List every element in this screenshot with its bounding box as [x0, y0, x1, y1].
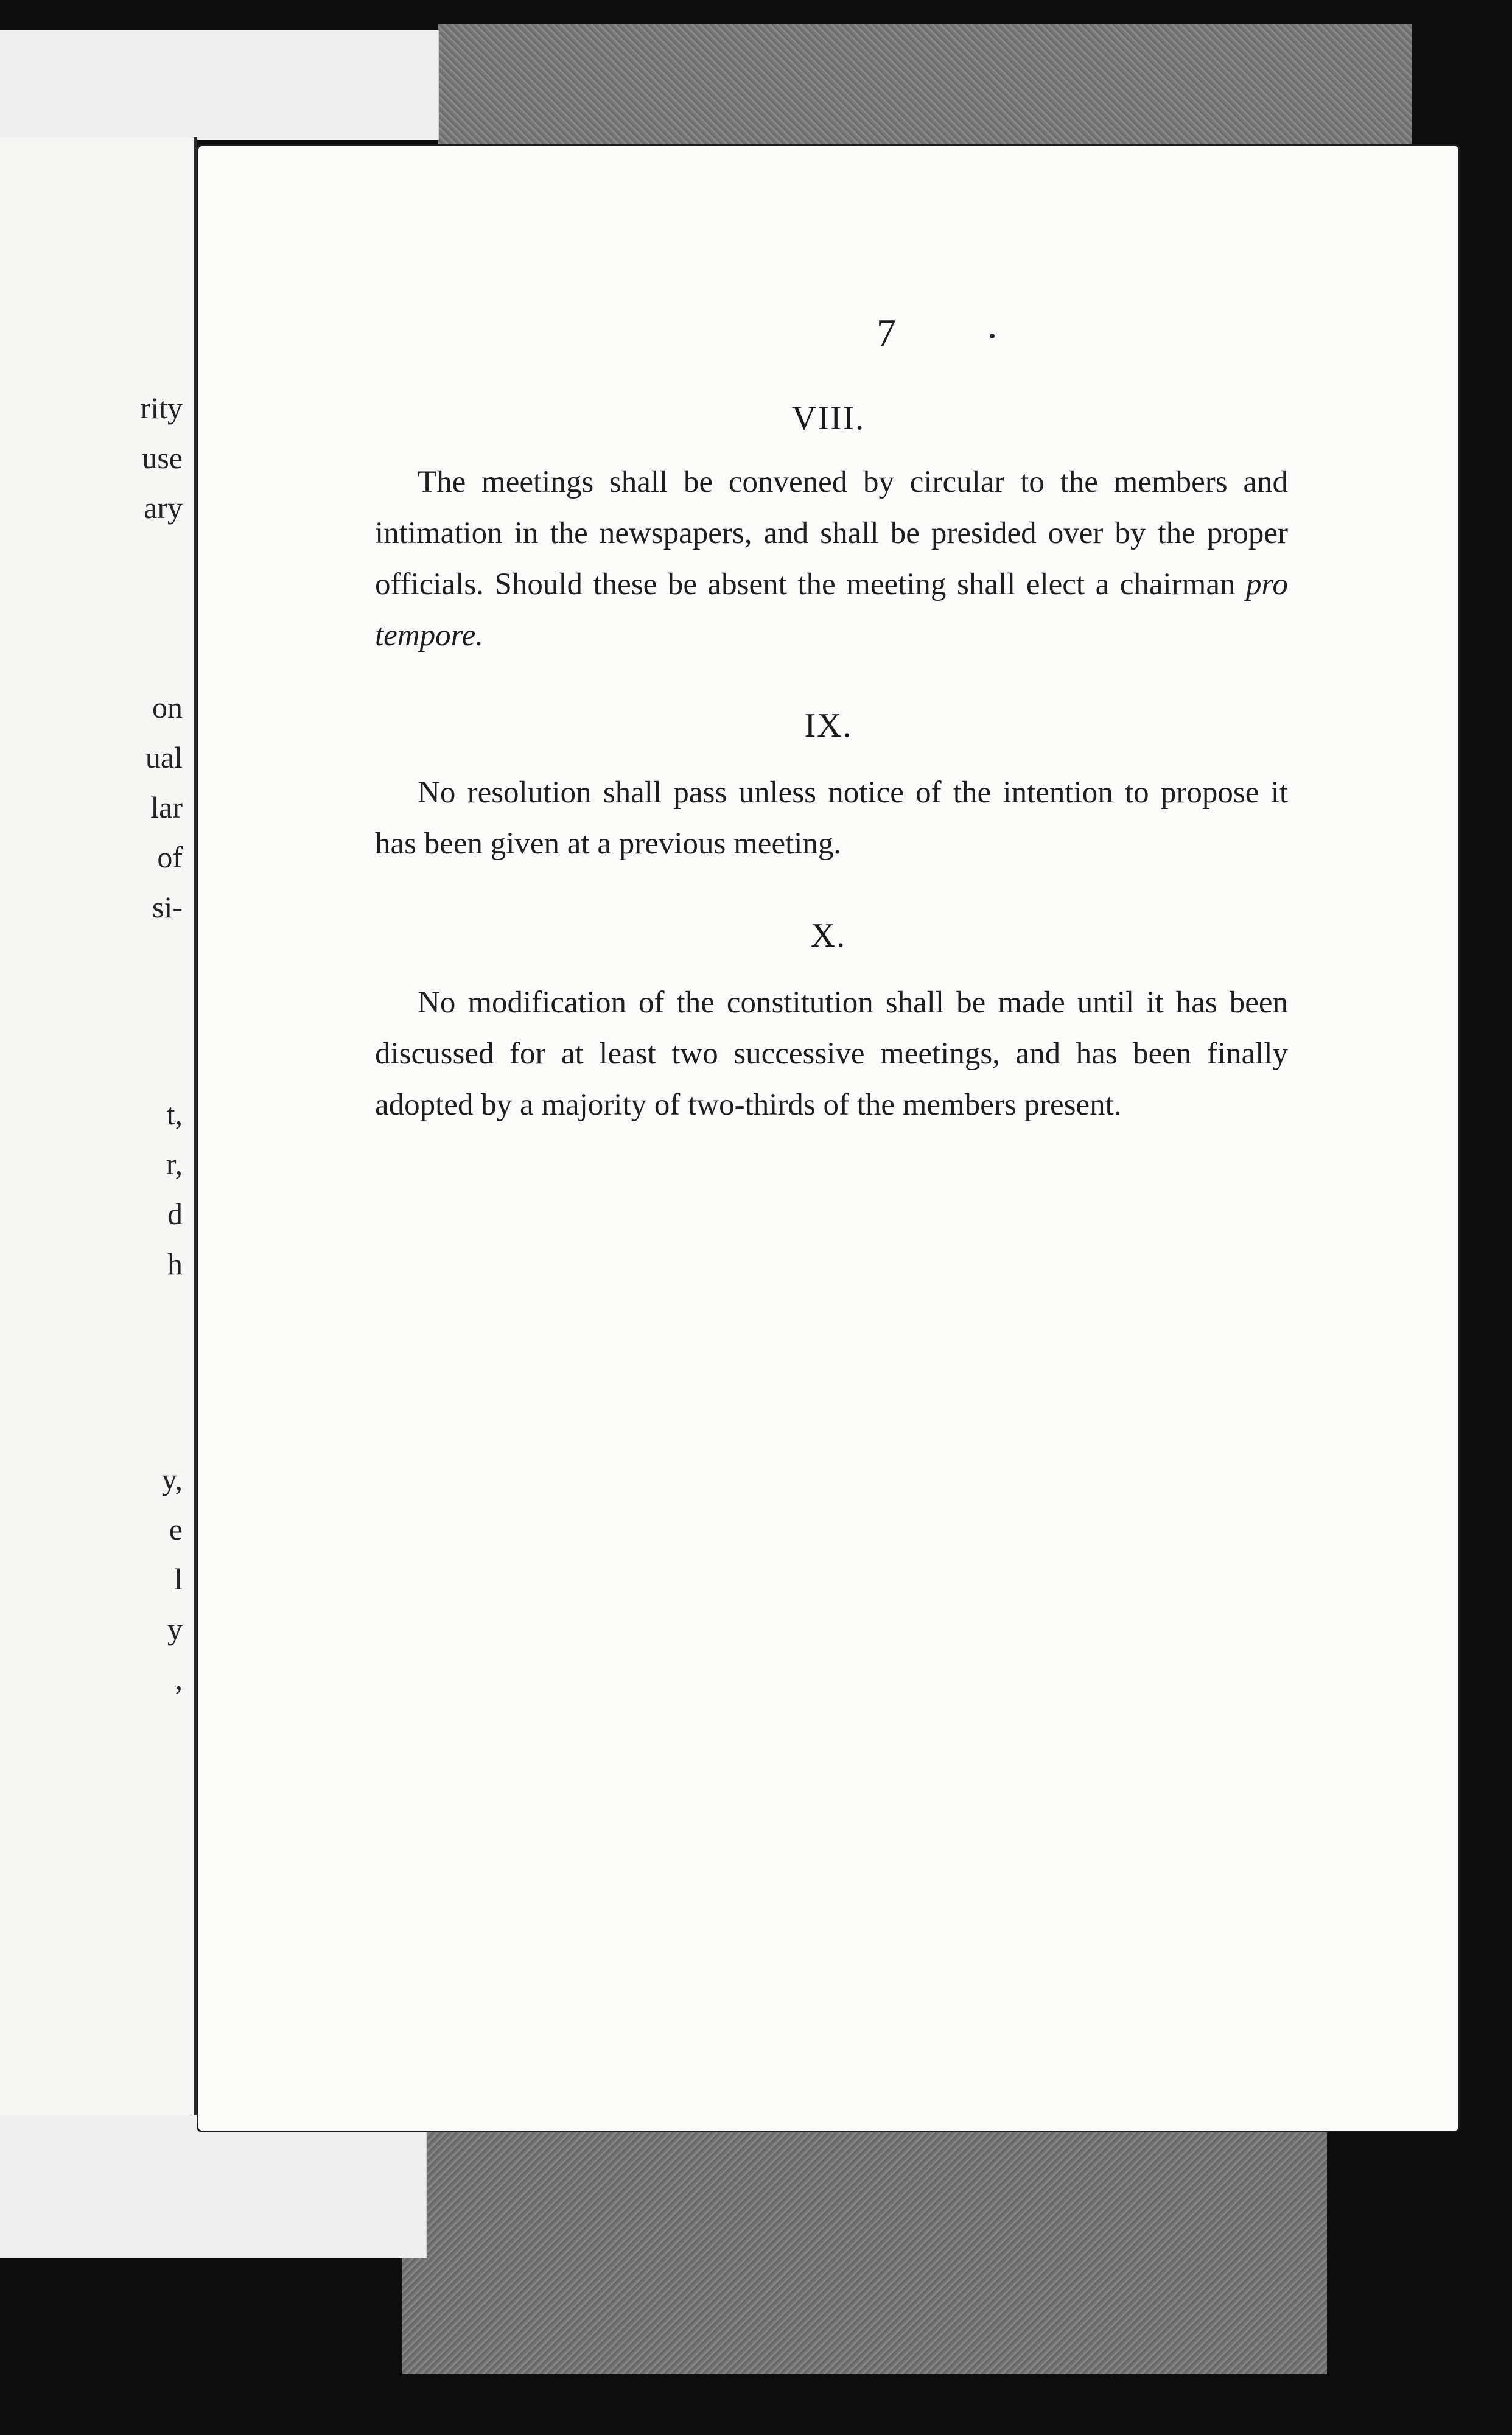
left-page-fragment: e — [169, 1512, 183, 1546]
mount-board-bottom — [402, 2118, 1327, 2374]
ink-speck — [990, 334, 995, 338]
previous-page-edge — [0, 137, 197, 2115]
left-page-fragment: r, — [166, 1147, 183, 1181]
left-page-fragment: of — [157, 840, 183, 874]
section-heading-ix: IX. — [804, 707, 853, 745]
section-paragraph-x: No modification of the constitution shall be made until it has been discussed for at least two successive meetings, and has been finally adopted by a majority of two-thirds of the members present. — [375, 986, 1288, 1122]
section-heading-x: X. — [810, 917, 847, 955]
section-text-viii: The meetings shall be convened by circular to the members and intimation in the newspapers, and shall be presided over by the proper officials. Should these be absent the meeting shall elect a chairman — [375, 465, 1288, 601]
left-page-fragment: , — [175, 1662, 183, 1696]
left-page-fragment: l — [174, 1562, 183, 1596]
italic-phrase: pro tempore. — [375, 567, 1288, 653]
left-page-fragment: t, — [166, 1097, 183, 1131]
left-page-fragment: y — [167, 1612, 183, 1646]
left-page-fragment: lar — [150, 790, 183, 824]
section-heading-viii: VIII. — [791, 399, 866, 437]
left-page-fragment: use — [142, 441, 183, 475]
document-page — [198, 146, 1458, 2131]
section-paragraph-ix: No resolution shall pass unless notice of the intention to propose it has been given at a previous meeting. — [375, 776, 1288, 861]
left-page-fragment: ual — [145, 740, 183, 774]
left-page-fragment: si- — [152, 890, 183, 924]
left-page-fragment: h — [167, 1247, 183, 1281]
section-paragraph-viii — [375, 457, 1288, 661]
mount-board-top — [438, 24, 1412, 146]
left-page-fragment: ary — [144, 491, 183, 525]
left-page-fragment: y, — [161, 1462, 183, 1496]
mount-hinge-top — [0, 30, 439, 140]
page-number: 7 — [877, 311, 896, 354]
left-page-fragment: rity — [140, 391, 183, 425]
mount-hinge-bottom — [0, 2112, 427, 2258]
left-page-fragment: d — [167, 1197, 183, 1231]
left-page-fragment: on — [152, 690, 183, 724]
